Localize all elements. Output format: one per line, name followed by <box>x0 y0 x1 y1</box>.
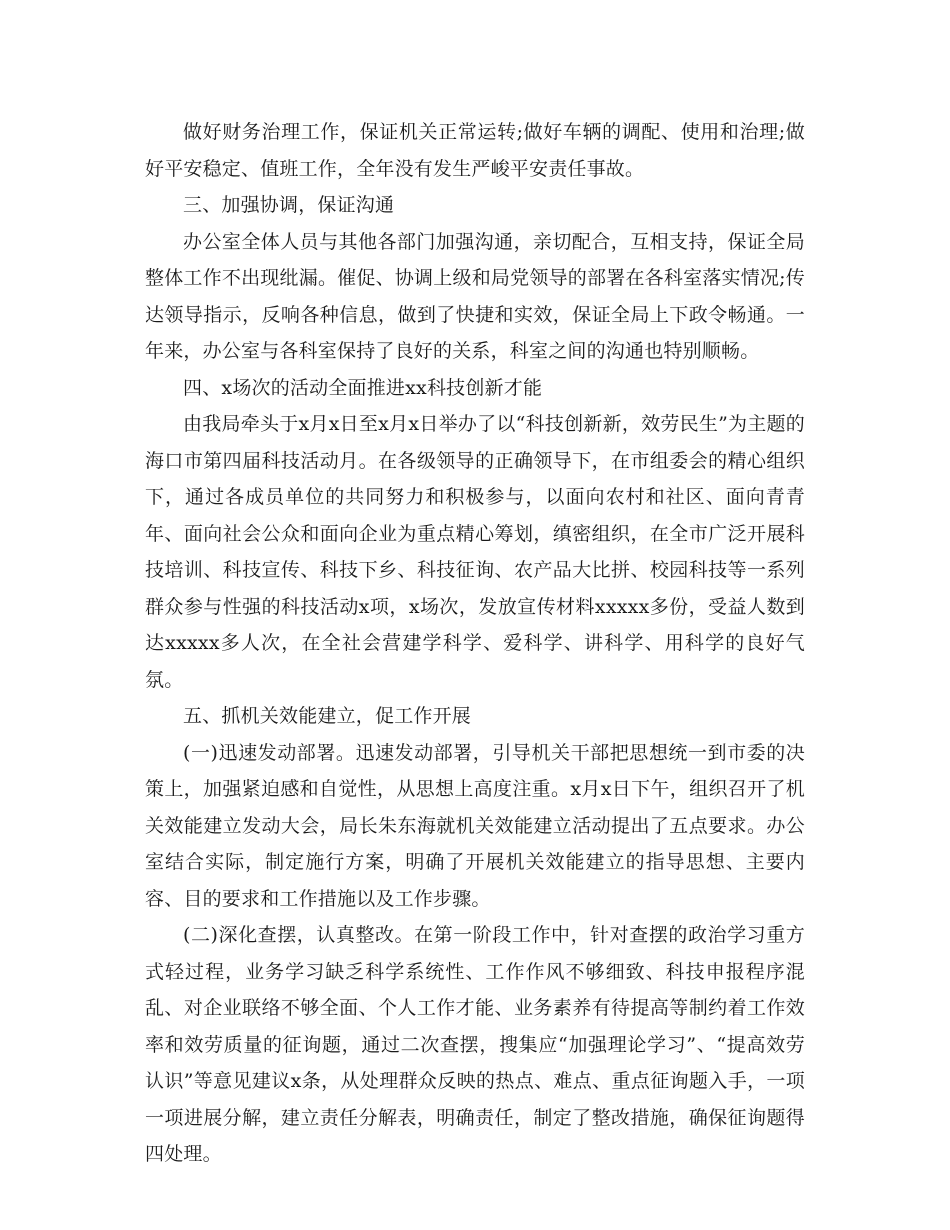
paragraph-tech-activities: 由我局牵头于x月x日至x月x日举办了以“科技创新新，效劳民生”为主题的海口市第四届科技活动月。在各级领导的正确领导下，在市组委会的精心组织下，通过各成员单位的共同努力和积极参与，以面向农村和社区、面向青青年、面向社会公众和面向企业为重点精心筹划，缜密组织，在全市广泛开展科技培训、科技宣传、科技下乡、科技征询、农产品大比拼、校园科技等一系列群众参与性强的科技活动x项，x场次，发放宣传材料xxxxx多份，受益人数到达xxxxx多人次，在全社会营建学科学、爱科学、讲科学、用科学的良好气氛。 <box>145 413 805 691</box>
paragraph-finance: 做好财务治理工作，保证机关正常运转;做好车辆的调配、使用和治理;做好平安稳定、值班工作，全年没有发生严峻平安责任事故。 <box>145 121 805 180</box>
heading-tech-activities: 四、x场次的活动全面推进xx科技创新才能 <box>183 376 543 399</box>
paragraph-coordination: 办公室全体人员与其他各部门加强沟通，亲切配合，互相支持，保证全局整体工作不出现纰漏。催促、协调上级和局党领导的部署在各科室落实情况;传达领导指示，反响各种信息，做到了快捷和实效，保证全局上下政令畅通。一年来，办公室与各科室保持了良好的关系，科室之间的沟通也特别顺畅。 <box>145 230 805 362</box>
document-body <box>145 114 805 1173</box>
paragraph-rectification: (二)深化查摆，认真整改。在第一阶段工作中，针对查摆的政治学习重方式轻过程，业务学习缺乏科学系统性、工作作风不够细致、科技申报程序混乱、对企业联络不够全面、个人工作才能、业务素养有待提高等制约着工作效率和效劳质量的征询题，通过二次查摆，搜集应“加强理论学习”、“提高效劳认识”等意见建议x条，从处理群众反映的热点、难点、重点征询题入手，一项一项进展分解，建立责任分解表，明确责任，制定了整改措施，确保征询题得四处理。 <box>145 924 805 1165</box>
paragraph-mobilization: (一)迅速发动部署。迅速发动部署，引导机关干部把思想统一到市委的决策上，加强紧迫感和自觉性，从思想上高度注重。x月x日下午，组织召开了机关效能建立发动大会，局长朱东海就机关效能建立活动提出了五点要求。办公室结合实际，制定施行方案，明确了开展机关效能建立的指导思想、主要内容、目的要求和工作措施以及工作步骤。 <box>145 741 805 910</box>
heading-efficiency: 五、抓机关效能建立，促工作开展 <box>183 705 472 727</box>
heading-coordination: 三、加强协调，保证沟通 <box>183 194 395 216</box>
